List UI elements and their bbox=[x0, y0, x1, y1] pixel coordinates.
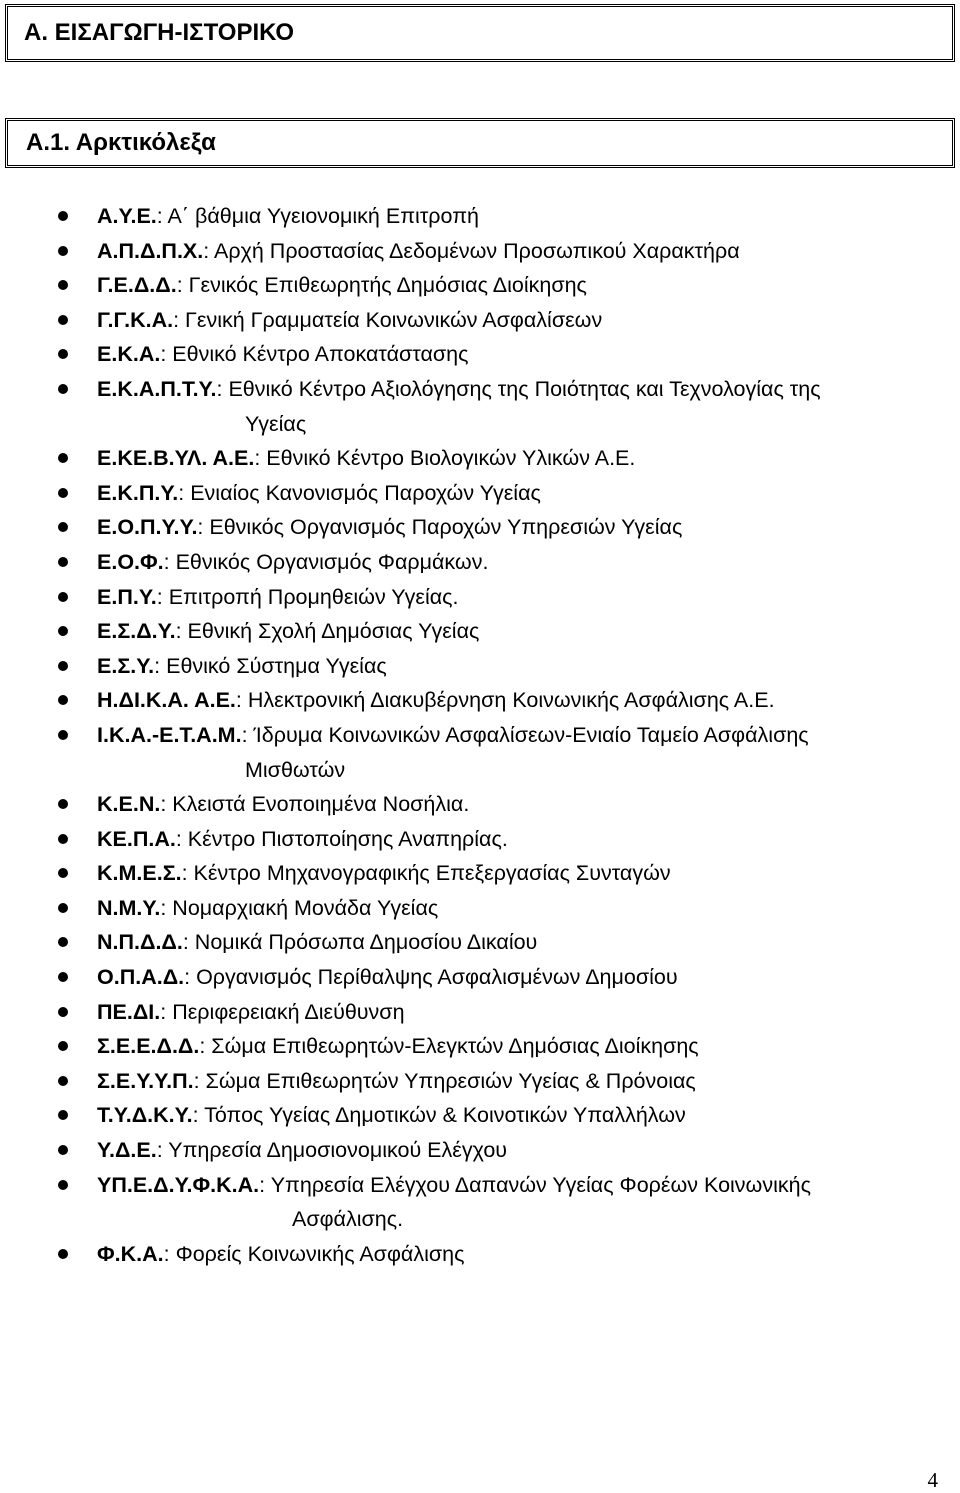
abbreviation-term: Τ.Υ.Δ.Κ.Υ. bbox=[97, 1103, 193, 1128]
abbreviation-line bbox=[97, 891, 940, 926]
abbreviation-term: Κ.Μ.Ε.Σ. bbox=[97, 861, 182, 886]
list-item bbox=[0, 995, 960, 1030]
abbreviation-term: Α.Π.Δ.Π.Χ. bbox=[97, 238, 204, 263]
abbreviation-line bbox=[97, 510, 940, 545]
abbreviation-term: Σ.Ε.Ε.Δ.Δ. bbox=[97, 1034, 200, 1059]
list-item bbox=[0, 614, 960, 649]
abbreviation-definition: : Σώμα Επιθεωρητών-Ελεγκτών Δημόσιας Διοίκησης bbox=[199, 1034, 699, 1059]
abbreviation-line bbox=[97, 372, 940, 407]
bullet-icon bbox=[58, 522, 68, 532]
list-item bbox=[0, 372, 960, 441]
page-number: 4 bbox=[927, 1468, 938, 1492]
abbreviation-definition: : Υπηρεσία Δημοσιονομικού Ελέγχου bbox=[156, 1138, 508, 1163]
abbreviation-definition: : Φορείς Κοινωνικής Ασφάλισης bbox=[163, 1241, 465, 1266]
abbreviation-term: Ο.Π.Α.Δ. bbox=[97, 965, 185, 990]
abbreviation-line bbox=[97, 580, 940, 615]
abbreviation-definition: : Επιτροπή Προμηθειών Υγείας. bbox=[156, 584, 459, 609]
abbreviation-line bbox=[97, 1237, 940, 1272]
abbreviation-term: Φ.Κ.Α. bbox=[97, 1241, 164, 1266]
list-item bbox=[0, 683, 960, 718]
abbreviation-term: Ε.Σ.Δ.Υ. bbox=[97, 619, 176, 644]
abbreviation-term: Ε.Κ.Α. bbox=[97, 342, 161, 367]
abbreviation-term: Ι.Κ.Α.-Ε.Τ.Α.Μ. bbox=[97, 722, 242, 747]
bullet-icon bbox=[58, 937, 68, 947]
abbreviation-term: Ν.Π.Δ.Δ. bbox=[97, 930, 183, 955]
abbreviation-definition: : Γενική Γραμματεία Κοινωνικών Ασφαλίσεων bbox=[173, 307, 603, 332]
abbreviation-line bbox=[97, 822, 940, 857]
abbreviation-line bbox=[97, 683, 940, 718]
abbreviation-line bbox=[97, 1098, 940, 1133]
bullet-icon bbox=[58, 695, 68, 705]
bullet-icon bbox=[58, 488, 68, 498]
abbreviation-term: Ε.Ο.Π.Υ.Υ. bbox=[97, 515, 198, 540]
abbreviation-definition: : Ίδρυμα Κοινωνικών Ασφαλίσεων-Ενιαίο Ταμείο Ασφάλισης bbox=[241, 722, 809, 747]
abbreviation-definition-continuation: Ασφάλισης. bbox=[292, 1207, 404, 1232]
abbreviation-line bbox=[97, 441, 940, 476]
abbreviation-definition: : Αρχή Προστασίας Δεδομένων Προσωπικού Χαρακτήρα bbox=[203, 238, 740, 263]
abbreviation-definition-continuation: Υγείας bbox=[245, 411, 307, 436]
abbreviation-term: Ε.Κ.Α.Π.Τ.Υ. bbox=[97, 376, 217, 401]
bullet-icon bbox=[58, 592, 68, 602]
subsection-title: Α.1. Αρκτικόλεξα bbox=[26, 129, 216, 156]
abbreviation-definition: : Τόπος Υγείας Δημοτικών & Κοινοτικών Υπαλλήλων bbox=[192, 1103, 686, 1128]
list-item bbox=[0, 960, 960, 995]
abbreviation-definition: : Σώμα Επιθεωρητών Υπηρεσιών Υγείας & Πρόνοιας bbox=[193, 1068, 696, 1093]
list-item bbox=[0, 1133, 960, 1168]
list-item bbox=[0, 1237, 960, 1272]
list-item bbox=[0, 441, 960, 476]
abbreviation-term: Γ.Γ.Κ.Α. bbox=[97, 307, 174, 332]
abbreviation-term: ΠΕ.ΔΙ. bbox=[97, 999, 161, 1024]
abbreviation-term: Ε.Ο.Φ. bbox=[97, 549, 164, 574]
list-item bbox=[0, 268, 960, 303]
abbreviation-line bbox=[97, 476, 940, 511]
abbreviation-line bbox=[97, 234, 940, 269]
bullet-icon bbox=[58, 1249, 68, 1259]
bullet-icon bbox=[58, 972, 68, 982]
bullet-icon bbox=[58, 246, 68, 256]
bullet-icon bbox=[58, 453, 68, 463]
abbreviation-definition: : Κλειστά Ενοποιημένα Νοσήλια. bbox=[160, 792, 470, 817]
abbreviation-term: Ε.ΚΕ.Β.ΥΛ. Α.Ε. bbox=[97, 446, 255, 471]
bullet-icon bbox=[58, 211, 68, 221]
abbreviation-line bbox=[97, 925, 940, 960]
bullet-icon bbox=[58, 1007, 68, 1017]
abbreviation-term: Α.Υ.Ε. bbox=[97, 204, 157, 228]
list-item bbox=[0, 234, 960, 269]
bullet-icon bbox=[58, 1076, 68, 1086]
abbreviation-term: ΥΠ.Ε.Δ.Υ.Φ.Κ.Α. bbox=[97, 1172, 260, 1197]
abbreviation-definition: : Εθνικός Οργανισμός Παροχών Υπηρεσιών Υγείας bbox=[197, 515, 683, 540]
bullet-icon bbox=[58, 661, 68, 671]
abbreviation-definition: : Κέντρο Μηχανογραφικής Επεξεργασίας Συνταγών bbox=[181, 861, 671, 886]
abbreviation-line bbox=[97, 1168, 940, 1203]
list-item bbox=[0, 303, 960, 338]
list-item bbox=[0, 1064, 960, 1099]
abbreviation-line bbox=[97, 268, 940, 303]
abbreviation-line bbox=[97, 649, 940, 684]
abbreviation-term: Ε.Σ.Υ. bbox=[97, 653, 155, 678]
abbreviation-line bbox=[97, 1029, 940, 1064]
abbreviation-definition: : Εθνικός Οργανισμός Φαρμάκων. bbox=[163, 549, 489, 574]
abbreviation-line bbox=[97, 995, 940, 1030]
list-item bbox=[0, 476, 960, 511]
abbreviation-definition: : Εθνικό Κέντρο Αποκατάστασης bbox=[160, 342, 469, 367]
list-item bbox=[0, 925, 960, 960]
list-item bbox=[0, 891, 960, 926]
abbreviation-definition: : Εθνική Σχολή Δημόσιας Υγείας bbox=[175, 619, 480, 644]
abbreviation-term: Η.ΔΙ.Κ.Α. Α.Ε. bbox=[97, 688, 236, 713]
bullet-icon bbox=[58, 384, 68, 394]
abbreviation-line bbox=[97, 1133, 940, 1168]
abbreviation-definition: : Εθνικό Κέντρο Βιολογικών Υλικών Α.Ε. bbox=[254, 446, 636, 471]
list-item bbox=[0, 199, 960, 234]
abbreviation-definition: : Οργανισμός Περίθαλψης Ασφαλισμένων Δημοσίου bbox=[184, 965, 678, 990]
list-item bbox=[0, 510, 960, 545]
list-item bbox=[0, 718, 960, 787]
abbreviation-definition: : Νομικά Πρόσωπα Δημοσίου Δικαίου bbox=[182, 930, 538, 955]
abbreviation-term: Κ.Ε.Ν. bbox=[97, 792, 161, 817]
abbreviation-term: Ε.Π.Υ. bbox=[97, 584, 157, 609]
abbreviation-line bbox=[97, 1064, 940, 1099]
abbreviation-definition: : Περιφερειακή Διεύθυνση bbox=[160, 999, 405, 1024]
section-title: Α. ΕΙΣΑΓΩΓΗ-ΙΣΤΟΡΙΚΟ bbox=[24, 19, 295, 46]
bullet-icon bbox=[58, 730, 68, 740]
abbreviation-definition: : Γενικός Επιθεωρητής Δημόσιας Διοίκησης bbox=[176, 273, 587, 298]
list-item bbox=[0, 649, 960, 684]
abbreviation-definition: : Ενιαίος Κανονισμός Παροχών Υγείας bbox=[178, 480, 541, 505]
abbreviation-definition: : Ηλεκτρονική Διακυβέρνηση Κοινωνικής Ασφάλισης Α.Ε. bbox=[235, 688, 775, 713]
abbreviation-definition: : Υπηρεσία Ελέγχου Δαπανών Υγείας Φορέων Κοινωνικής bbox=[259, 1172, 811, 1197]
abbreviation-term: Ν.Μ.Υ. bbox=[97, 895, 161, 920]
abbreviation-list bbox=[0, 199, 960, 1271]
abbreviation-line bbox=[97, 718, 940, 753]
bullet-icon bbox=[58, 1041, 68, 1051]
list-item bbox=[0, 856, 960, 891]
abbreviation-line bbox=[97, 545, 940, 580]
abbreviation-line bbox=[97, 960, 940, 995]
abbreviation-term: Ε.Κ.Π.Υ. bbox=[97, 480, 179, 505]
list-item bbox=[0, 580, 960, 615]
list-item bbox=[0, 787, 960, 822]
bullet-icon bbox=[58, 349, 68, 359]
bullet-icon bbox=[58, 626, 68, 636]
bullet-icon bbox=[58, 868, 68, 878]
abbreviation-term: ΚΕ.Π.Α. bbox=[97, 826, 176, 851]
abbreviation-definition: : Νομαρχιακή Μονάδα Υγείας bbox=[160, 895, 439, 920]
abbreviation-term: Υ.Δ.Ε. bbox=[97, 1138, 157, 1163]
abbreviation-line bbox=[97, 856, 940, 891]
list-item bbox=[0, 545, 960, 580]
abbreviation-term: Σ.Ε.Υ.Υ.Π. bbox=[97, 1068, 194, 1093]
subsection-heading bbox=[5, 118, 955, 168]
list-item bbox=[0, 1168, 960, 1237]
bullet-icon bbox=[58, 834, 68, 844]
section-heading bbox=[5, 4, 955, 62]
list-item bbox=[0, 337, 960, 372]
bullet-icon bbox=[58, 557, 68, 567]
bullet-icon bbox=[58, 799, 68, 809]
abbreviation-definition: : Εθνικό Κέντρο Αξιολόγησης της Ποιότητας και Τεχνολογίας της bbox=[216, 376, 821, 401]
list-item bbox=[0, 1098, 960, 1133]
bullet-icon bbox=[58, 280, 68, 290]
abbreviation-definition: : Κέντρο Πιστοποίησης Αναπηρίας. bbox=[175, 826, 508, 851]
abbreviation-definition: : Εθνικό Σύστημα Υγείας bbox=[154, 653, 387, 678]
abbreviation-line bbox=[97, 787, 940, 822]
abbreviation-line bbox=[97, 303, 940, 338]
abbreviation-line bbox=[97, 337, 940, 372]
abbreviation-line bbox=[97, 614, 940, 649]
bullet-icon bbox=[58, 1180, 68, 1190]
abbreviation-definition: : Α΄ βάθμια Υγειονομική Επιτροπή bbox=[156, 204, 479, 228]
bullet-icon bbox=[58, 1110, 68, 1120]
list-item bbox=[0, 1029, 960, 1064]
bullet-icon bbox=[58, 315, 68, 325]
abbreviation-line bbox=[97, 199, 940, 234]
bullet-icon bbox=[58, 1145, 68, 1155]
abbreviation-definition-continuation: Μισθωτών bbox=[245, 757, 346, 782]
abbreviation-term: Γ.Ε.Δ.Δ. bbox=[97, 273, 177, 298]
list-item bbox=[0, 822, 960, 857]
bullet-icon bbox=[58, 903, 68, 913]
